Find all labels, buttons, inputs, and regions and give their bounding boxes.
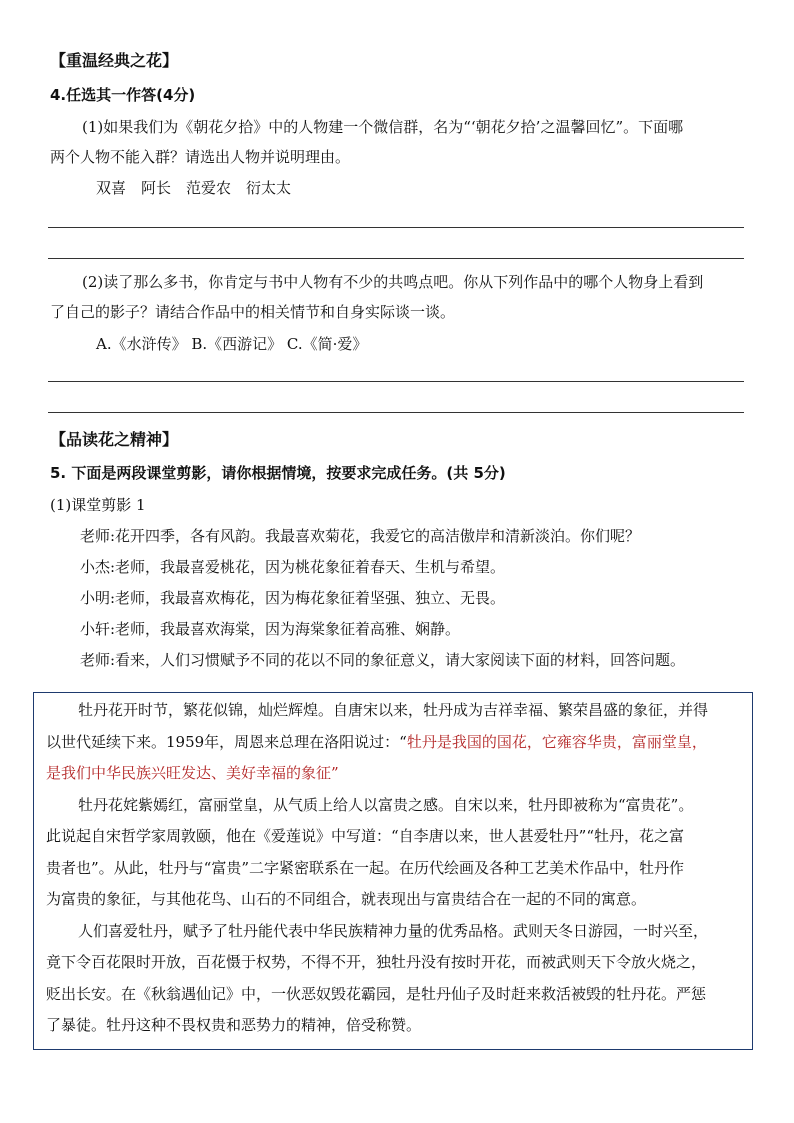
dialogue-xiaojie: 小杰:老师，我最喜爱桃花，因为桃花象征着春天、生机与希望。	[80, 558, 506, 576]
dialogue-teacher-2: 老师:看来，人们习惯赋予不同的花以不同的象征意义，请大家阅读下面的材料，回答问题。	[80, 651, 686, 669]
passage-line-8: 人们喜爱牡丹，赋予了牡丹能代表中华民族精神力量的优秀品格。武则天冬日游园，一时兴至，	[78, 922, 709, 940]
passage-line-2-text: 以世代延续下来。1959年，周恩来总理在洛阳说过：“	[46, 733, 407, 751]
question-4-title: 4.任选其一作答(4分)	[50, 86, 196, 104]
passage-line-3: 是我们中华民族兴旺发达、美好幸福的象征”	[46, 764, 339, 782]
question-4-part2-line1: (2)读了那么多书，你肯定与书中人物有不少的共鸣点吧。你从下列作品中的哪个人物身上看到	[82, 273, 704, 291]
passage-line-10: 贬出长安。在《秋翁遇仙记》中，一伙恶奴毁花霸园，是牡丹仙子及时赶来救活被毁的牡丹花。严惩	[46, 985, 707, 1003]
dialogue-teacher-1: 老师:花开四季，各有风韵。我最喜欢菊花，我爱它的高洁傲岸和清新淡泊。你们呢？	[80, 527, 641, 545]
passage-line-4: 牡丹花姹紫嫣红，富丽堂皇，从气质上给人以富贵之感。自宋以来，牡丹即被称为“富贵花”。	[78, 796, 694, 814]
answer-line-2[interactable]	[48, 258, 744, 259]
passage-quote-highlight: 牡丹是我国的国花，它雍容华贵，富丽堂皇，	[406, 733, 707, 751]
dialogue-xiaoming: 小明:老师，我最喜欢梅花，因为梅花象征着坚强、独立、无畏。	[80, 589, 506, 607]
answer-line-1[interactable]	[48, 227, 744, 228]
passage-line-1: 牡丹花开时节，繁花似锦，灿烂辉煌。自唐宋以来，牡丹成为吉祥幸福、繁荣昌盛的象征，并得	[78, 701, 709, 719]
answer-line-4[interactable]	[48, 412, 744, 413]
question-4-part1-options: 双喜 阿长 范爱农 衍太太	[96, 179, 292, 197]
passage-line-6: 贵者也”。从此，牡丹与“富贵”二字紧密联系在一起。在历代绘画及各种工艺美术作品中，牡丹作	[46, 859, 685, 877]
question-4-part1-line2: 两个人物不能入群？请选出人物并说明理由。	[50, 148, 351, 166]
question-5-subtitle-1: (1)课堂剪影 1	[50, 496, 146, 514]
section-title-classic-flowers: 【重温经典之花】	[50, 51, 179, 70]
answer-line-3[interactable]	[48, 381, 744, 382]
question-4-part2-options: A.《水浒传》 B.《西游记》 C.《简·爱》	[96, 335, 368, 353]
question-4-part1-line1: (1)如果我们为《朝花夕拾》中的人物建一个微信群，名为“‘朝花夕拾’之温馨回忆”。下面哪	[82, 118, 684, 136]
passage-line-7: 为富贵的象征，与其他花鸟、山石的不同组合，就表现出与富贵结合在一起的不同的寓意。	[46, 890, 647, 908]
question-4-part2-line2: 了自己的影子？请结合作品中的相关情节和自身实际谈一谈。	[50, 303, 456, 321]
passage-line-11: 了暴徒。牡丹这种不畏权贵和恶势力的精神，倍受称赞。	[46, 1016, 422, 1034]
passage-line-5: 此说起自宋哲学家周敦颐，他在《爱莲说》中写道：“自李唐以来，世人甚爱牡丹”“牡丹，花之富	[46, 827, 685, 845]
dialogue-xiaoxuan: 小轩:老师，我最喜欢海棠，因为海棠象征着高雅、娴静。	[80, 620, 461, 638]
passage-line-9: 竟下令百花限时开放，百花慑于权势，不得不开，独牡丹没有按时开花，而被武则天下令放火烧之，	[46, 953, 707, 971]
passage-line-2	[46, 731, 707, 753]
section-title-flower-spirit: 【品读花之精神】	[50, 430, 179, 449]
question-5-title: 5. 下面是两段课堂剪影，请你根据情境，按要求完成任务。(共 5分)	[50, 464, 506, 482]
